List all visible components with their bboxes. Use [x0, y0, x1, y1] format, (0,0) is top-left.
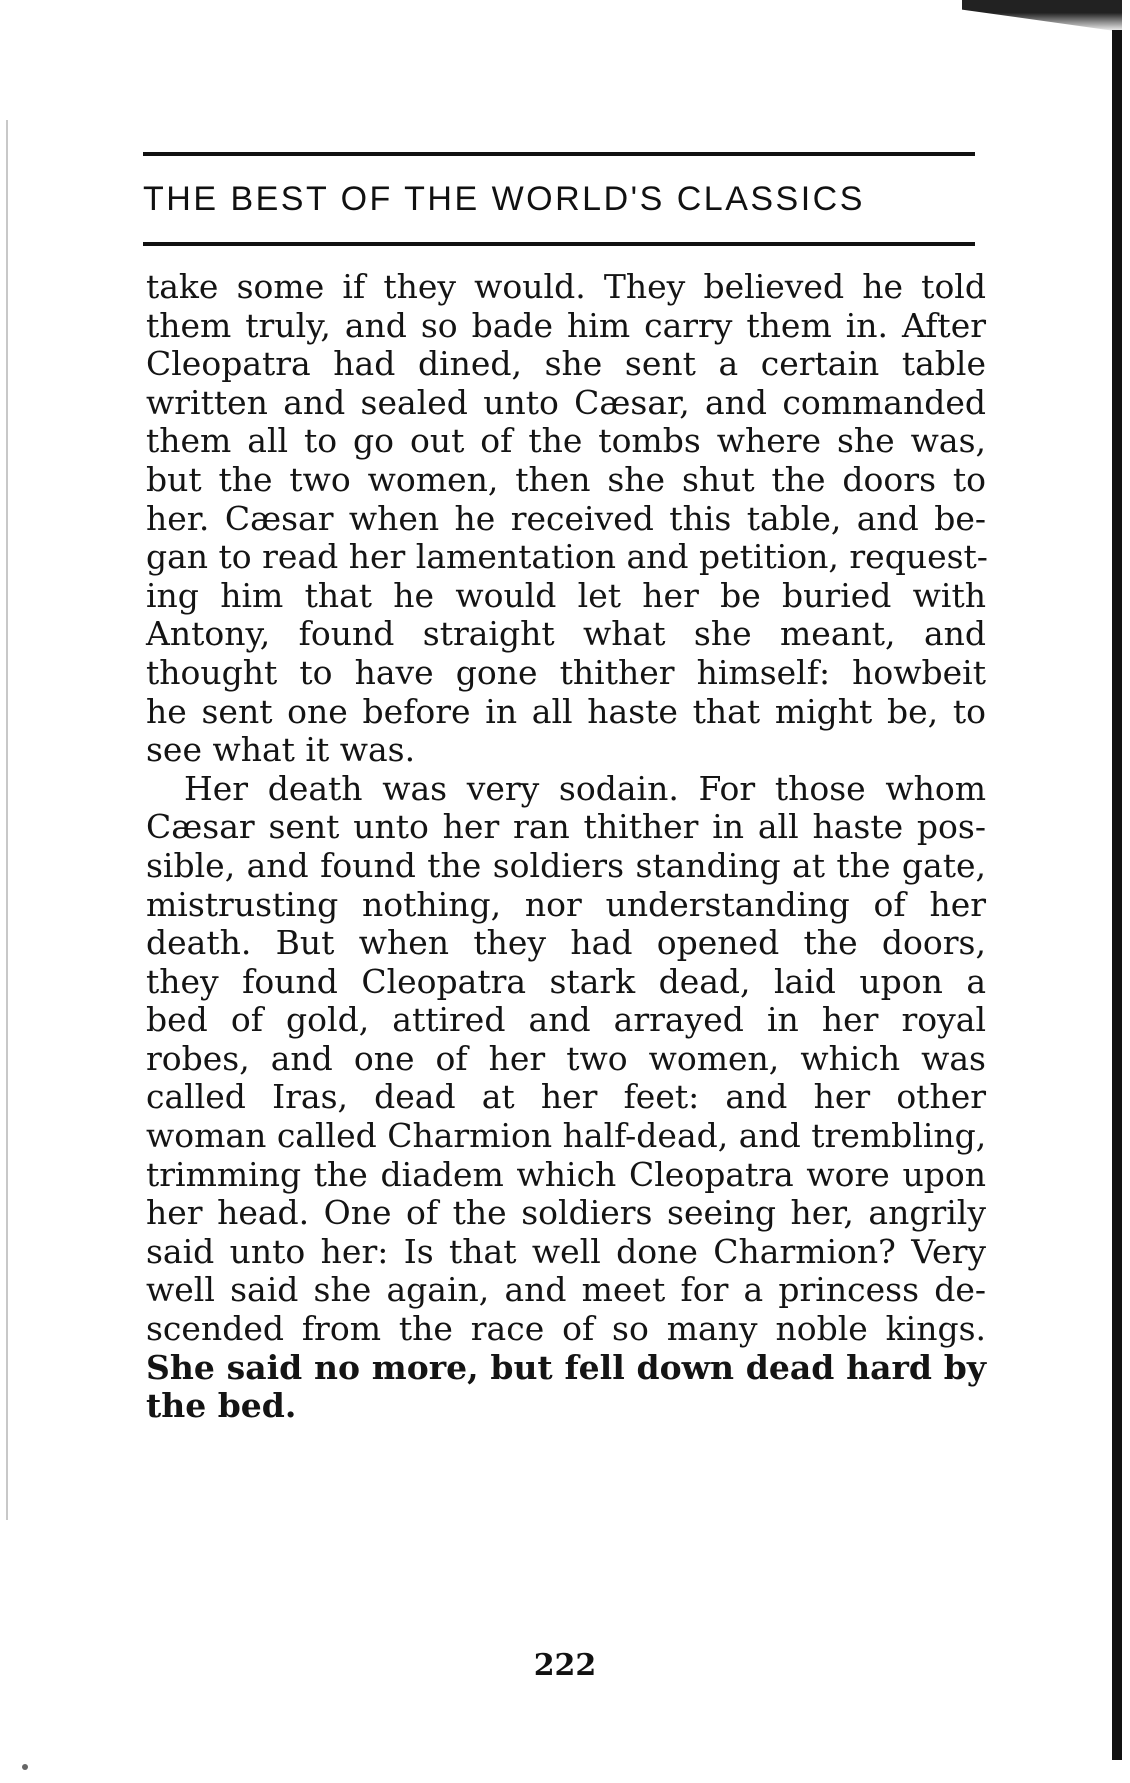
text-line: the bed.: [146, 1386, 297, 1426]
text-line: take some if they would. They believed he told: [146, 267, 986, 306]
text-line: thought to have gone thither himself: howbeit: [146, 652, 986, 692]
page-corner-shadow: [962, 0, 1122, 32]
text-line: they found Cleopatra stark dead, laid upon a: [146, 961, 986, 1001]
text-line: mistrusting nothing, nor understanding of her: [146, 884, 986, 924]
page-left-edge: [6, 120, 8, 1520]
page-edge-shadow: [1112, 30, 1122, 1760]
text-line: trimming the diadem which Cleopatra wore upon: [146, 1154, 986, 1194]
text-line: Cæsar sent unto her ran thither in all haste pos-: [146, 807, 986, 847]
paragraph: [146, 268, 986, 770]
text-line: them truly, and so bade him carry them in. After: [146, 305, 986, 345]
text-line: them all to go out of the tombs where she was,: [146, 421, 986, 461]
text-line: Cleopatra had dined, she sent a certain table: [146, 344, 986, 384]
text-line: Her death was very sodain. For those whom: [184, 768, 986, 808]
text-line: She said no more, but fell down dead hard by: [146, 1347, 986, 1387]
page-number: 222: [533, 1648, 597, 1683]
text-line: see what it was.: [146, 730, 416, 770]
text-line: said unto her: Is that well done Charmion? Very: [146, 1231, 986, 1271]
header-rule-bottom: [143, 242, 975, 246]
body-text: [146, 268, 986, 1426]
text-line: sible, and found the soldiers standing at the gate,: [146, 845, 986, 885]
header-rule-top: [143, 152, 975, 156]
text-line: robes, and one of her two women, which was: [146, 1038, 986, 1078]
text-line: woman called Charmion half-dead, and trembling,: [146, 1116, 987, 1156]
text-line: written and sealed unto Cæsar, and commanded: [146, 382, 986, 422]
running-head: THE BEST OF THE WORLD'S CLASSICS: [143, 180, 865, 218]
paragraph: [146, 770, 986, 1426]
text-line: bed of gold, attired and arrayed in her royal: [146, 1000, 986, 1040]
text-line: called Iras, dead at her feet: and her other: [146, 1077, 986, 1117]
text-line: Antony, found straight what she meant, and: [146, 614, 986, 654]
text-line: well said she again, and meet for a princess de-: [146, 1270, 986, 1310]
paper-speck: [22, 1764, 28, 1770]
text-line: but the two women, then she shut the doors to: [146, 459, 986, 499]
text-line: her head. One of the soldiers seeing her, angrily: [146, 1193, 986, 1233]
text-line: gan to read her lamentation and petition, request-: [146, 537, 988, 577]
text-line: her. Cæsar when he received this table, and be-: [146, 498, 986, 538]
text-line: scended from the race of so many noble kings.: [146, 1309, 986, 1349]
text-line: ing him that he would let her be buried with: [146, 575, 986, 615]
text-line: he sent one before in all haste that might be, to: [146, 691, 986, 731]
text-line: death. But when they had opened the doors,: [146, 923, 986, 963]
